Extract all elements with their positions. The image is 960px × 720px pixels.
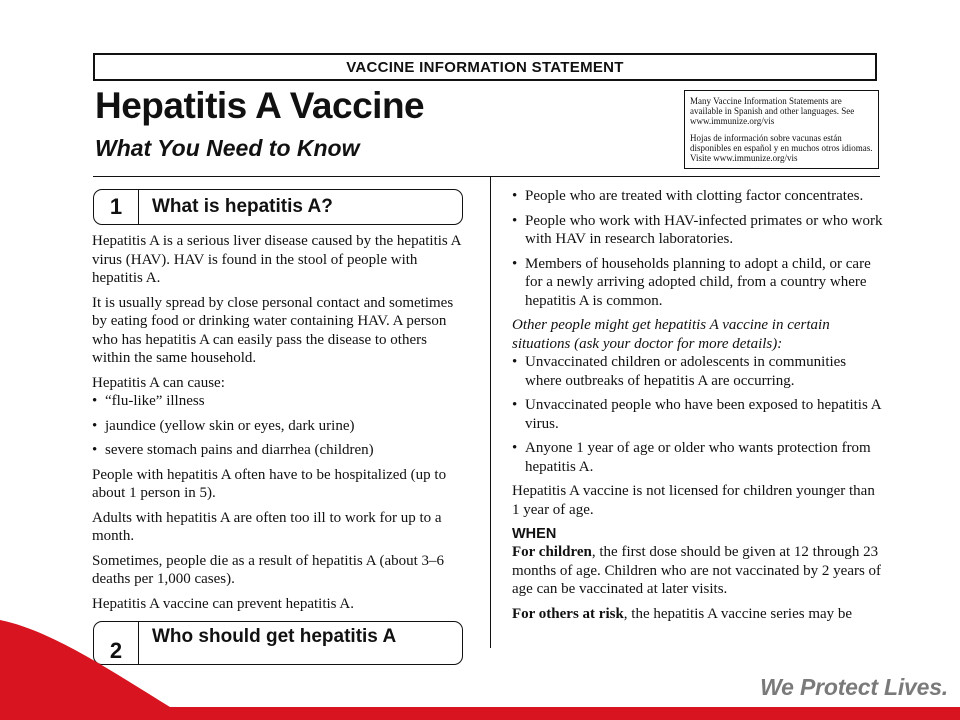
bullet-icon: •	[512, 212, 518, 229]
bullet-icon: •	[512, 397, 518, 413]
section-1-heading	[93, 189, 463, 225]
list-item: • severe stomach pains and diarrhea (children)	[92, 442, 374, 458]
when-heading: WHEN	[512, 526, 557, 542]
paragraph: Adults with hepatitis A are often too ill to work for up to a month.	[92, 509, 442, 544]
list-item: • People who work with HAV-infected primates or who work with HAV in research laboratories.	[512, 212, 883, 247]
language-note-english: Many Vaccine Information Statements are available in Spanish and other languages. See www.immunize.org/vis	[690, 96, 855, 126]
list-item: • People who are treated with clotting factor concentrates.	[512, 188, 864, 204]
paragraph: Hepatitis A is a serious liver disease caused by the hepatitis A virus (HAV). HAV is found in the stool of people with hepatitis A.	[92, 233, 461, 286]
brand-swoosh	[0, 600, 960, 720]
bullet-icon: •	[512, 255, 518, 272]
bullet-icon: •	[512, 440, 518, 456]
document-subtitle: What You Need to Know	[95, 135, 360, 161]
bullet-icon: •	[512, 188, 518, 204]
column-divider	[490, 177, 491, 648]
children-label: For children	[512, 544, 592, 560]
bullet-icon: •	[512, 354, 518, 370]
list-item: • Members of households planning to adopt a child, or care for a newly arriving adopted child, from a country where hepatitis A is common.	[512, 255, 871, 309]
footer-tagline: We Protect Lives.	[760, 674, 948, 700]
paragraph: For children, the first dose should be given at 12 through 23 months of age. Children who are not vaccinated by 2 years of age can be vaccinated at later visits.	[512, 544, 882, 597]
paragraph: For others at risk, the hepatitis A vaccine series may be	[512, 605, 853, 622]
others-label: For others at risk	[512, 605, 624, 622]
causes-intro: Hepatitis A can cause:	[92, 374, 225, 391]
section-1-number: 1	[94, 190, 139, 224]
list-item: • Anyone 1 year of age or older who wants protection from hepatitis A.	[512, 440, 871, 475]
document-title: Hepatitis A Vaccine	[95, 85, 425, 126]
paragraph: People with hepatitis A often have to be hospitalized (up to about 1 person in 5).	[92, 466, 447, 501]
other-people-intro: Other people might get hepatitis A vaccine in certain situations (ask your doctor for more details):	[512, 317, 830, 352]
section-2-title: Who should get hepatitis A	[152, 626, 397, 647]
list-item: • jaundice (yellow skin or eyes, dark urine)	[92, 417, 355, 434]
paragraph: It is usually spread by close personal contact and sometimes by eating food or drinking water containing HAV. A person who has hepatitis A can easily pass the disease to others within the same household.	[92, 294, 454, 366]
left-column	[92, 232, 464, 619]
section-2-number: 2	[94, 622, 139, 664]
list-item: • Unvaccinated children or adolescents in communities where outbreaks of hepatitis A are occurring.	[512, 354, 847, 389]
right-column	[512, 187, 884, 629]
bullet-icon: •	[92, 442, 98, 458]
header-divider	[93, 176, 880, 177]
red-swoosh-shape	[0, 620, 960, 720]
paragraph: Hepatitis A vaccine can prevent hepatitis A.	[92, 595, 355, 612]
language-note-box	[684, 90, 879, 169]
paragraph: Hepatitis A vaccine is not licensed for children younger than 1 year of age.	[512, 483, 875, 518]
bullet-icon: •	[92, 417, 98, 434]
bullet-icon: •	[92, 393, 98, 409]
language-note-spanish: Hojas de información sobre vacunas están disponibles en español y en muchos otros idiomas. Visite www.immunize.org/vis	[690, 133, 873, 163]
list-item: • Unvaccinated people who have been exposed to hepatitis A virus.	[512, 397, 881, 432]
document-banner: VACCINE INFORMATION STATEMENT	[93, 53, 877, 81]
list-item: • “flu-like” illness	[92, 393, 205, 409]
section-1-title: What is hepatitis A?	[152, 196, 333, 217]
paragraph: Sometimes, people die as a result of hepatitis A (about 3–6 deaths per 1,000 cases).	[92, 552, 445, 587]
